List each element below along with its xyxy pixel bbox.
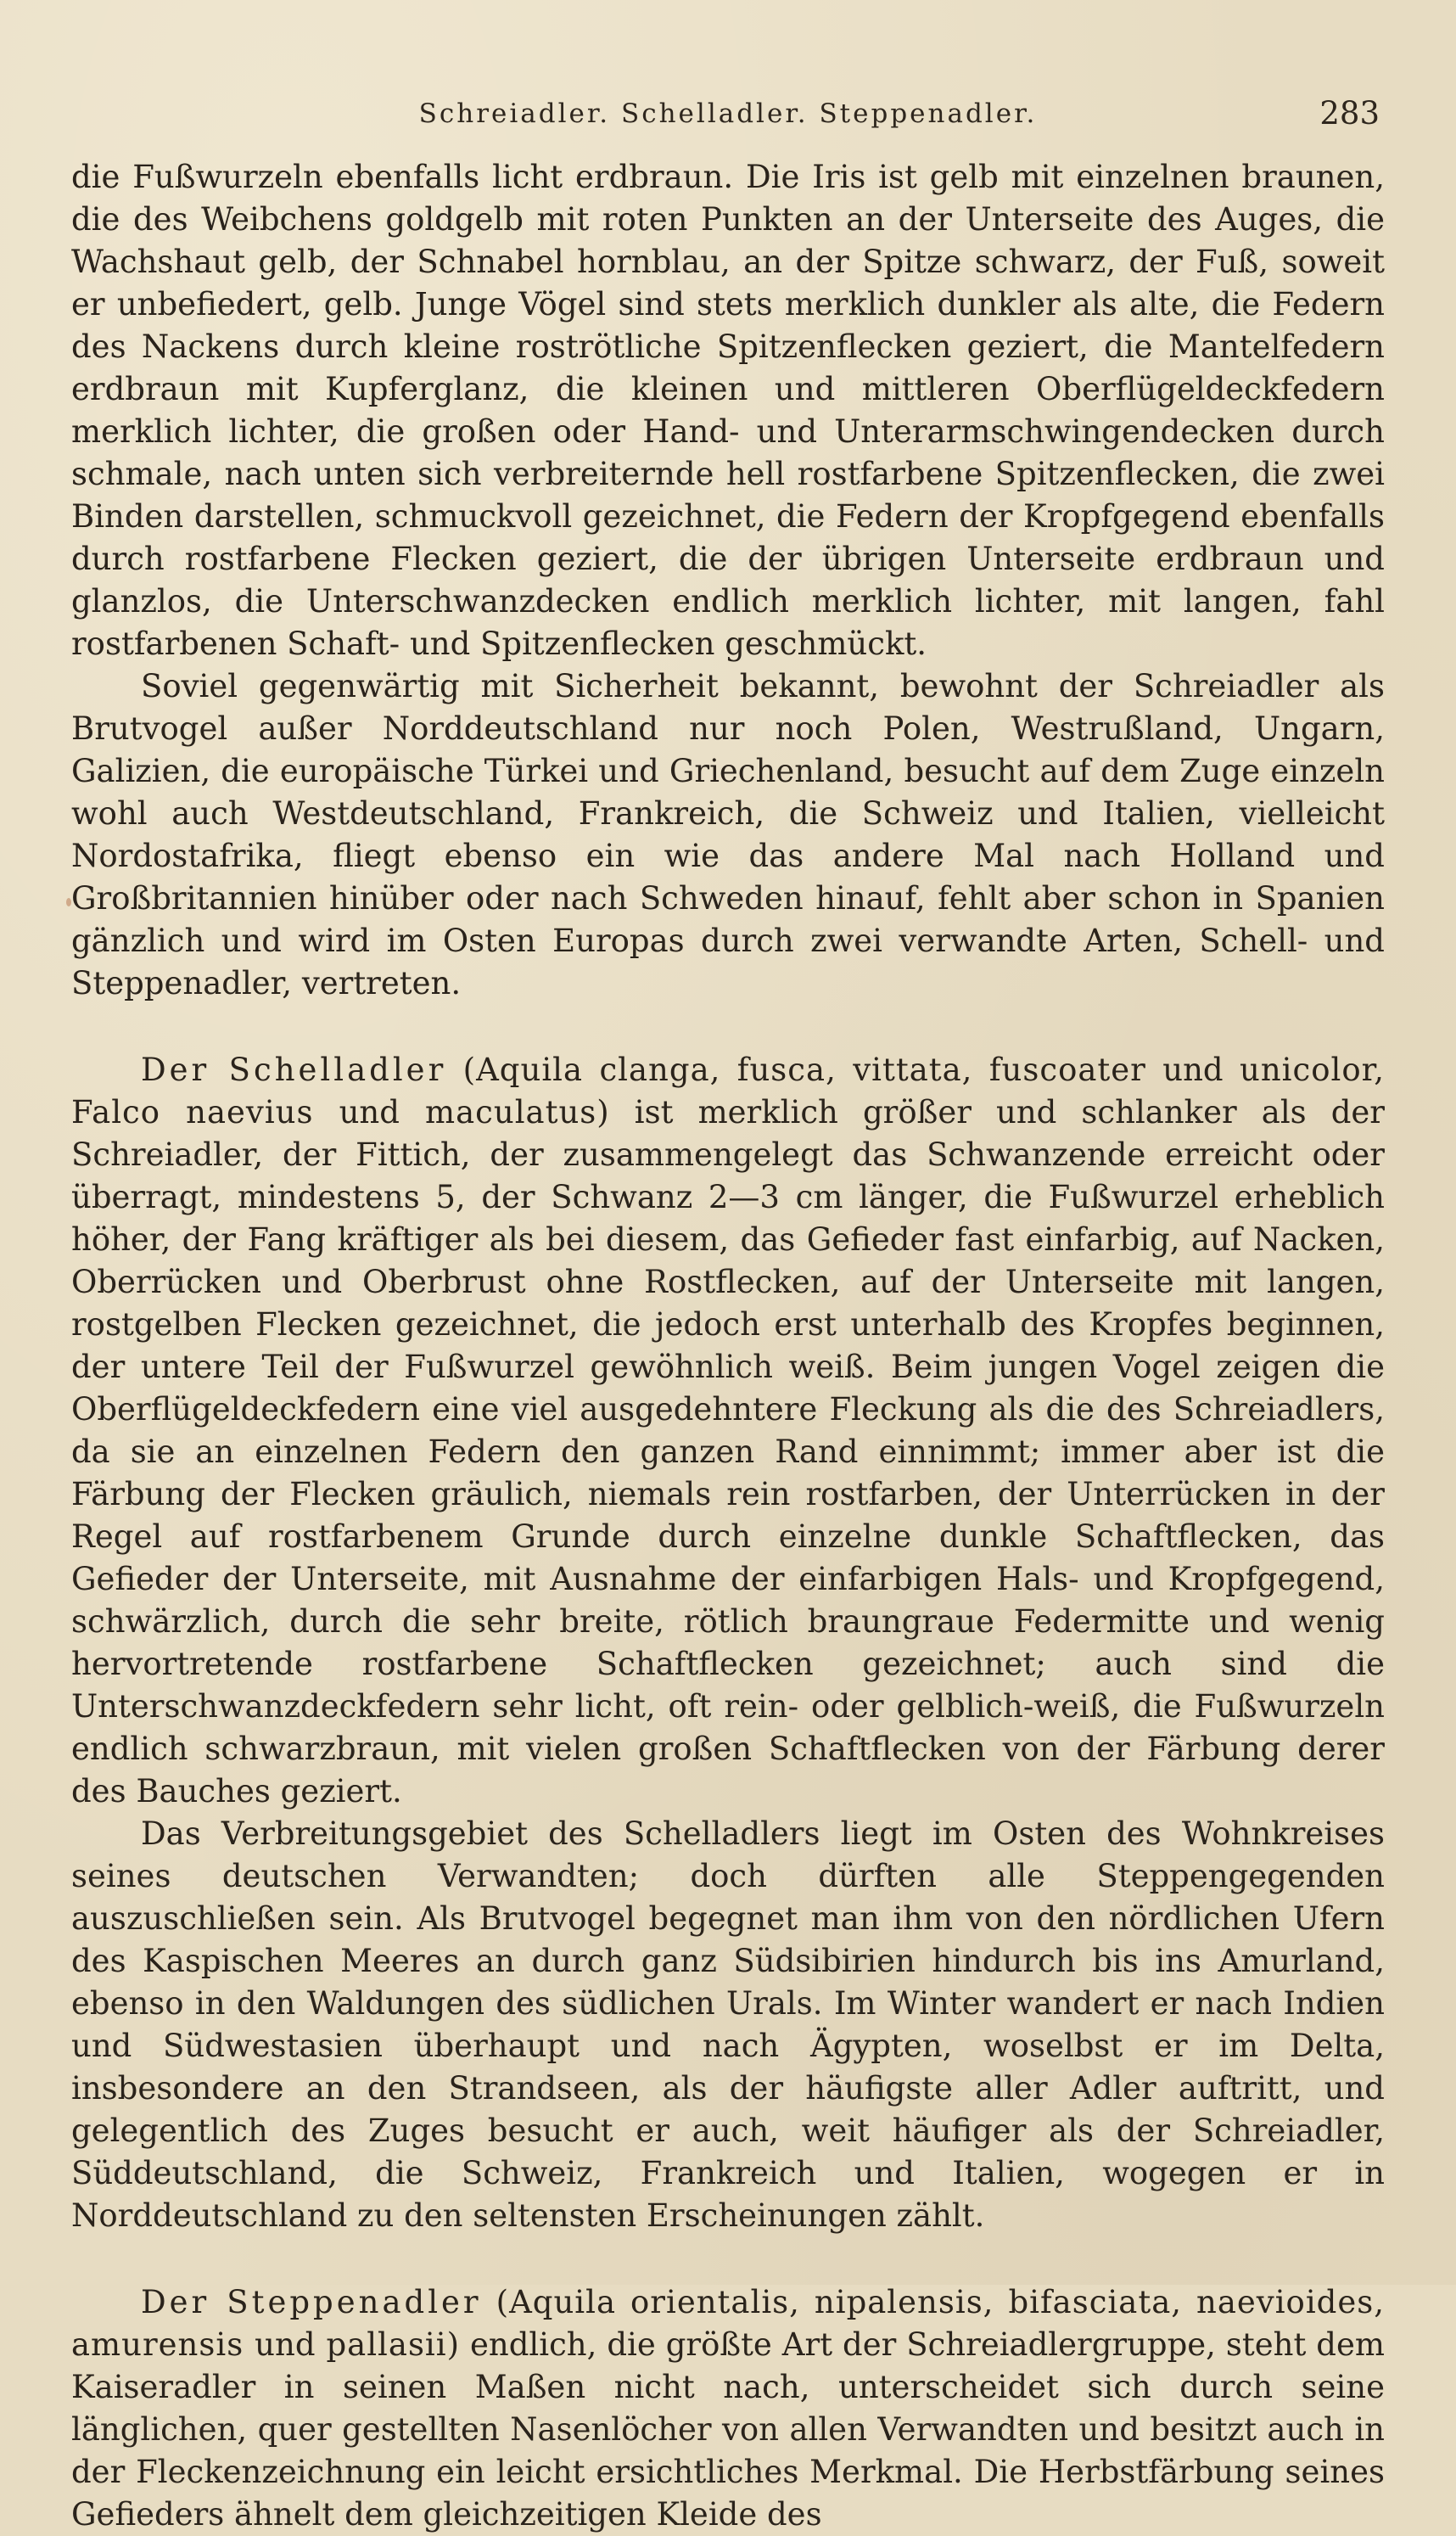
conjunction-und: und (255, 2326, 316, 2363)
page-number: 283 (1319, 95, 1380, 132)
conjunction-und: und (1162, 1052, 1224, 1088)
running-head: Schreiadler. Schelladler. Steppenadler. (418, 98, 1038, 129)
page-header (71, 92, 1385, 143)
paragraph-schelladler-description (71, 1049, 1385, 1813)
paragraph-schreiadler-plumage: die Fußwurzeln ebenfalls licht erdbraun. Die Iris ist gelb mit einzelnen braunen, die des Weibchens goldgelb mit roten Punkten an der Unterseite des Auges, die Wachshaut gelb, der Schnabel hornblau, an der Spitze schwarz, der Fuß, soweit er unbefiedert, gelb. Junge Vögel sind stets merklich dunkler als alte, die Federn des Nackens durch kleine roströtliche Spitzenflecken geziert, die Mantelfedern erdbraun mit Kupferglanz, die kleinen und mittleren Oberflügeldeckfedern merklich lichter, die großen oder Hand- und Unterarmschwingendecken durch schmale, nach unten sich verbreiternde hell rostfarbene Spitzenflecken, die zwei Binden darstellen, schmuckvoll gezeichnet, die Federn der Kropfgegend ebenfalls durch rostfarbene Flecken geziert, die der übrigen Unterseite erdbraun und glanzlos, die Unterschwanzdecken endlich merklich lichter, mit langen, fahl rostfarbenen Schaft- und Spitzenflecken geschmückt. (71, 159, 1385, 662)
schelladler-description-text: ist merklich größer und schlanker als der Schreiadler, der Fittich, der zusammengelegt das Schwanzende erreicht oder überragt, mindestens 5, der Schwanz 2—3 cm länger, die Fußwurzel erheblich höher, der Fang kräftiger als bei diesem, das Gefieder fast einfarbig, auf Nacken, Oberrücken und Oberbrust ohne Rostflecken, auf der Unterseite mit langen, rostgelben Flecken gezeichnet, die jedoch erst unterhalb des Kropfes beginnen, der untere Teil der Fußwurzel gewöhnlich weiß. Beim jungen Vogel zeigen die Oberflügeldeckfedern eine viel ausgedehntere Fleckung als die des Schreiadlers, da sie an einzelnen Federn den ganzen Rand einnimmt; immer aber ist die Färbung der Flecken gräulich, niemals rein rostfarben, der Unterrücken in der Regel auf rostfarbenem Grunde durch einzelne dunkle Schaftflecken, das Gefieder der Unterseite, mit Ausnahme der einfarbigen Hals- und Kropfgegend, schwärzlich, durch die sehr breite, rötlich braungraue Federmitte und wenig hervortretende rostfarbene Schaftflecken gezeichnet; auch sind die Unterschwanzdeckfedern sehr licht, oft rein- oder gelblich-weiß, die Fußwurzeln endlich schwarzbraun, mit vielen großen Schaftflecken von der Färbung derer des Bauches geziert. (71, 1094, 1385, 1809)
paragraph-schreiadler-range: Soviel gegenwärtig mit Sicherheit bekannt, bewohnt der Schreiadler als Brutvogel außer Norddeutschland nur noch Polen, Westrußland, Ungarn, Galizien, die europäische Türkei und Griechenland, besucht auf dem Zuge einzeln wohl auch Westdeutschland, Frankreich, die Schweiz und Italien, vielleicht Nordostafrika, fliegt ebenso ein wie das andere Mal nach Holland und Großbritannien hinüber oder nach Schweden hinauf, fehlt aber schon in Spanien gänzlich und wird im Osten Europas durch zwei verwandte Arten, Schell- und Steppenadler, vertreten. (71, 668, 1385, 1001)
latin-synonyms-schelladler-open: (Aquila clanga, fusca, vittata, fuscoater (446, 1052, 1163, 1088)
latin-synonyms-steppenadler-close: pallasii) (315, 2326, 461, 2363)
species-name-steppenadler: Der Steppenadler (141, 2284, 482, 2320)
latin-synonyms-schelladler-mid: unicolor, Falco naevius (71, 1052, 1385, 1131)
paper-speck-decoration (66, 898, 71, 906)
latin-synonyms-steppenadler-open: (Aquila orientalis, nipalensis, bifasciata, naevioides, amurensis (71, 2284, 1385, 2363)
section-gap (71, 2237, 1385, 2281)
steppenadler-description-text: endlich, die größte Art der Schreiadlergruppe, steht dem Kaiseradler in seinen Maßen nicht nach, unterscheidet sich durch seine länglichen, quer gestellten Nasenlöcher von allen Verwandten und besitzt auch in der Fleckenzeichnung ein leicht ersichtliches Merkmal. Die Herbstfärbung seines Gefieders ähnelt dem gleichzeitigen Kleide des (71, 2326, 1385, 2533)
species-name-schelladler: Der Schelladler (141, 1052, 447, 1088)
conjunction-und: und (339, 1094, 400, 1131)
paragraph-steppenadler-description (71, 2281, 1385, 2536)
latin-synonyms-schelladler-close: maculatus) (399, 1094, 610, 1131)
section-gap (71, 1005, 1385, 1049)
body-text (71, 156, 1385, 2536)
paragraph-schelladler-range: Das Verbreitungsgebiet des Schelladlers liegt im Osten des Wohnkreises seines deutschen Verwandten; doch dürften alle Steppengegenden auszuschließen sein. Als Brutvogel begegnet man ihm von den nördlichen Ufern des Kaspischen Meeres an durch ganz Südsibirien hindurch bis ins Amurland, ebenso in den Waldungen des südlichen Urals. Im Winter wandert er nach Indien und Südwestasien überhaupt und nach Ägypten, woselbst er im Delta, insbesondere an den Strandseen, als der häufigste aller Adler auftritt, und gelegentlich des Zuges besucht er auch, weit häufiger als der Schreiadler, Süddeutschland, die Schweiz, Frankreich und Italien, wogegen er in Norddeutschland zu den seltensten Erscheinungen zählt. (71, 1815, 1385, 2234)
